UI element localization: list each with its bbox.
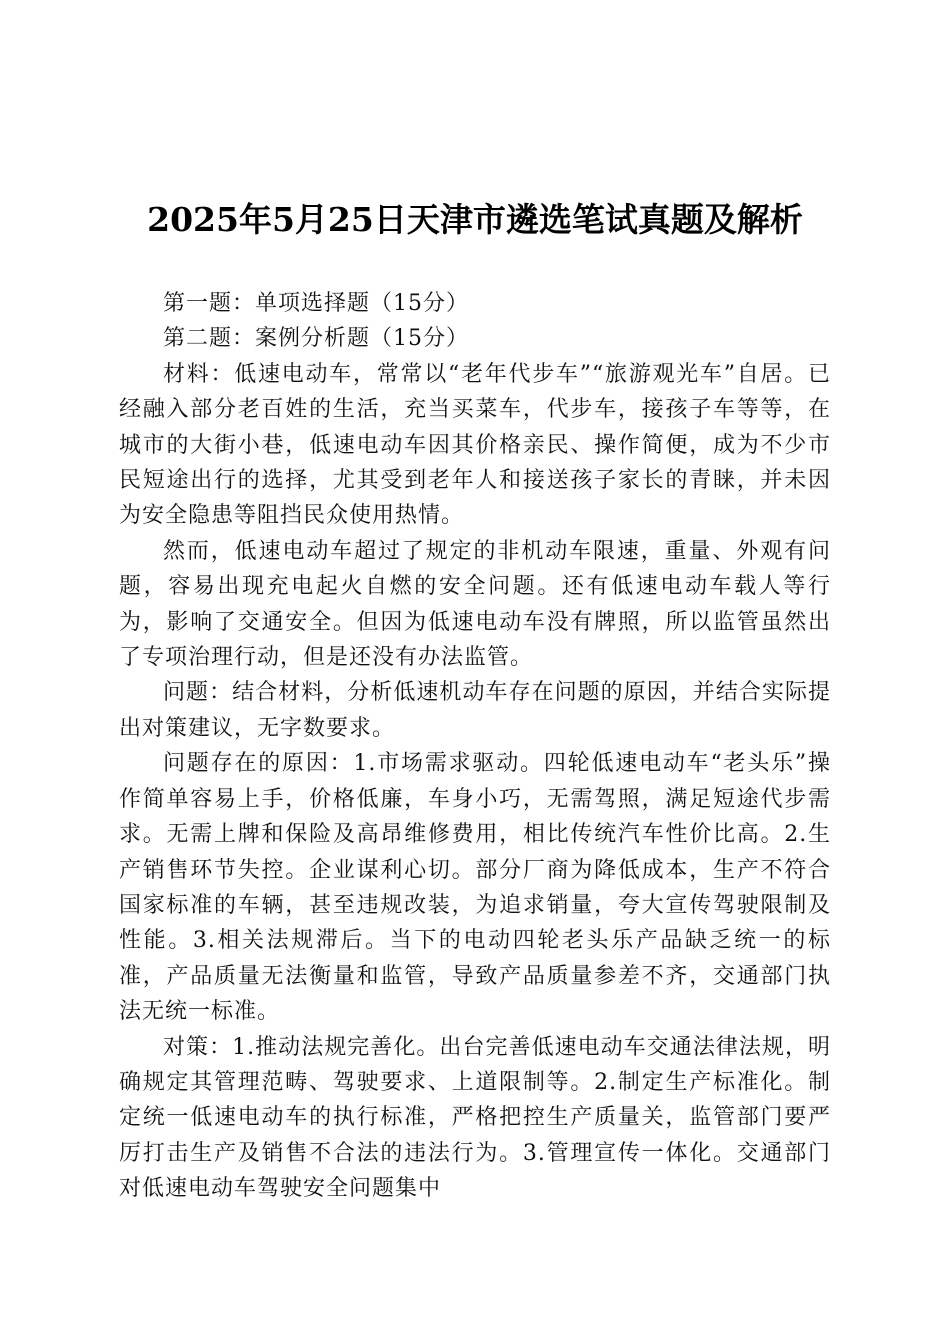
material-paragraph-1: 材料：低速电动车，常常以“老年代步车”“旅游观光车”自居。已经融入部分老百姓的生活，充当买菜车，代步车，接孩子车等等，在城市的大街小巷，低速电动车因其价格亲民、操作简便，成为不少市民短途出行的选择，尤其受到老年人和接送孩子家长的青睐，并未因为安全隐患等阻挡民众使用热情。 <box>119 361 831 529</box>
document-body <box>119 286 831 1207</box>
section-heading-2: 第二题：案例分析题（15分） <box>163 326 469 352</box>
causes-paragraph: 问题存在的原因：1.市场需求驱动。四轮低速电动车“老头乐”操作简单容易上手，价格低廉，车身小巧，无需驾照，满足短途代步需求。无需上牌和保险及高昂维修费用，相比传统汽车性价比高。2.生产销售环节失控。企业谋利心切。部分厂商为降低成本，生产不符合国家标准的车辆，甚至违规改装，为追求销量，夸大宣传驾驶限制及性能。3.相关法规滞后。当下的电动四轮老头乐产品缺乏统一的标准，产品质量无法衡量和监管，导致产品质量参差不齐，交通部门执法无统一标准。 <box>119 751 831 1025</box>
material-paragraph-2: 然而，低速电动车超过了规定的非机动车限速，重量、外观有问题，容易出现充电起火自燃的安全问题。还有低速电动车载人等行为，影响了交通安全。但因为低速电动车没有牌照，所以监管虽然出了专项治理行动，但是还没有办法监管。 <box>119 538 831 671</box>
countermeasures-paragraph: 对策：1.推动法规完善化。出台完善低速电动车交通法律法规，明确规定其管理范畴、驾驶要求、上道限制等。2.制定生产标准化。制定统一低速电动车的执行标准，严格把控生产质量关，监管部门要严厉打击生产及销售不合法的违法行为。3.管理宣传一体化。交通部门对低速电动车驾驶安全问题集中 <box>119 1034 831 1202</box>
section-heading-1: 第一题：单项选择题（15分） <box>163 291 469 316</box>
question-paragraph: 问题：结合材料，分析低速机动车存在问题的原因，并结合实际提出对策建议，无字数要求。 <box>119 680 831 741</box>
document-title: 2025年5月25日天津市遴选笔试真题及解析 <box>147 200 803 239</box>
